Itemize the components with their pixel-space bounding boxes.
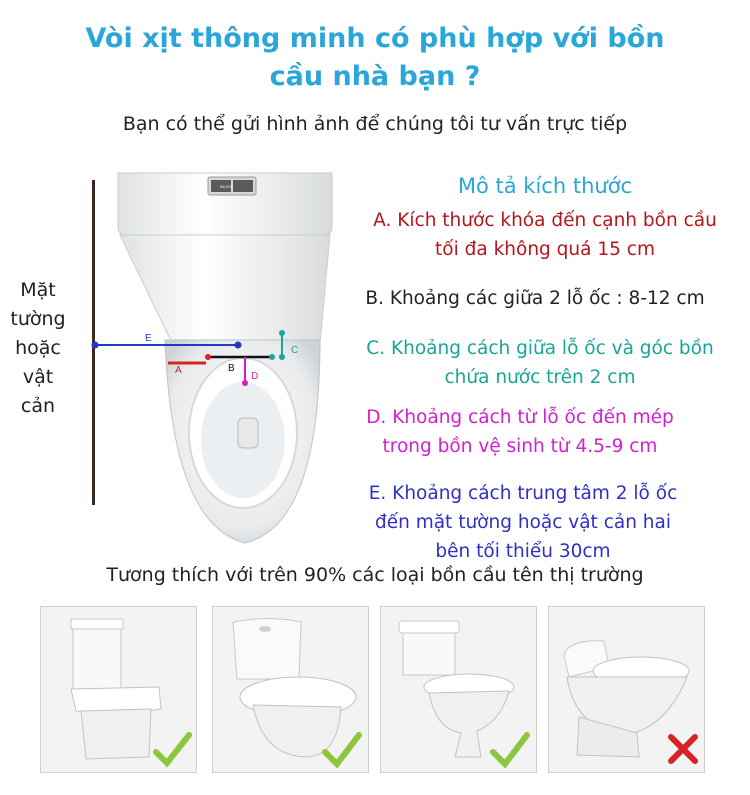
measure-dot-e-start [92,342,99,349]
compatibility-text: Tương thích với trên 90% các loại bồn cầu tên thị trường [106,564,644,586]
flush-button [259,626,271,632]
description-item-c [330,334,750,392]
wall-label-line: tường [10,308,66,330]
toilet-tank [403,633,455,675]
flush-button-right [233,180,253,192]
description-item-a [340,206,750,264]
measure-dot-c-bottom [279,354,285,360]
description-line: bên tối thiểu 30cm [435,541,611,562]
toilet-lid-top [399,621,459,633]
description-item-b [320,284,750,313]
measure-dot-d [242,380,248,386]
toilet-lid-top [71,619,123,629]
description-line: C. Khoảng cách giữa lỗ ốc và góc bồn [366,338,714,359]
description-item-e [318,479,728,566]
description-heading: Mô tả kích thước [457,174,633,198]
screw-hole-right [269,354,275,360]
toilet-tank-lower [120,235,330,343]
wall-label-line: vật [22,366,54,388]
description-line: đến mặt tường hoặc vật cản hai [374,512,672,533]
description-line: A. Kích thước khóa đến cạnh bồn cầu [373,210,717,231]
marker-b: B [228,363,235,374]
wall-label-line: hoặc [15,337,61,359]
wall-label [8,276,68,421]
screw-hole-left [205,354,211,360]
page-title-line-2: cầu nhà bạn ? [269,61,481,92]
measure-dot-e-end [235,342,242,349]
toilet-card-classic [380,606,537,773]
panel-label: BEATE [220,184,233,189]
measure-dot-c-top [279,330,285,336]
toilet-card-bidet-seat [548,606,705,773]
description-item-d [310,403,730,461]
bidet-nozzle [238,418,258,448]
toilet-measurement-diagram [80,165,340,560]
toilet-card-square [40,606,197,773]
toilet-base [81,709,151,759]
description-line: D. Khoảng cách từ lỗ ốc đến mép [366,407,674,428]
description-line: E. Khoảng cách trung tâm 2 lỗ ốc [368,483,678,504]
description-line: B. Khoảng các giữa 2 lỗ ốc : 8-12 cm [365,288,705,309]
marker-e: E [145,333,152,344]
page-title-line-1: Vòi xịt thông minh có phù hợp với bồn [85,23,665,54]
description-line: tối đa không quá 15 cm [435,239,655,260]
marker-a: A [175,365,182,376]
wall-label-line: Mặt [20,279,56,301]
wall-label-line: cản [20,395,56,417]
description-line: trong bồn vệ sinh từ 4.5-9 cm [382,436,658,457]
marker-d: D [251,371,259,382]
toilet-card-one-piece [212,606,369,773]
marker-c: C [291,345,299,356]
toilet-tank [73,629,121,689]
subtitle: Bạn có thể gửi hình ảnh để chúng tôi tư vấn trực tiếp [122,113,628,135]
description-line: chứa nước trên 2 cm [444,367,636,388]
